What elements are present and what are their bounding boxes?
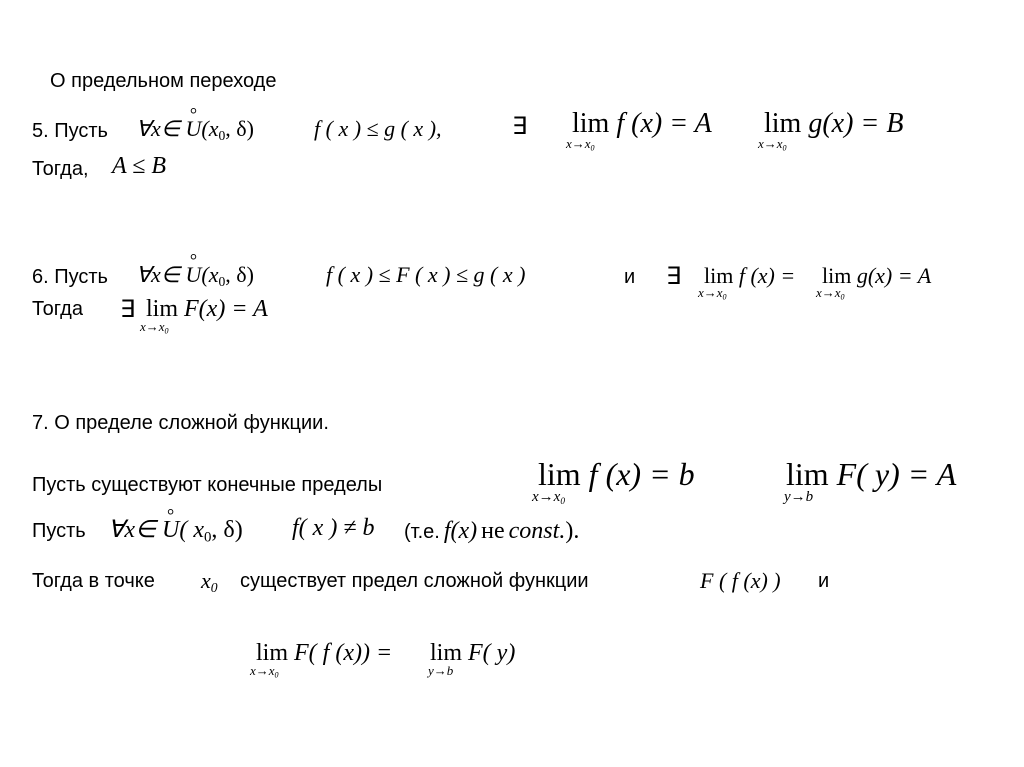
item5-limit-f-under: $x\to x_0$ bbox=[566, 136, 595, 153]
item7-limit-f bbox=[532, 456, 695, 507]
item5-limit-f bbox=[566, 108, 712, 153]
item7-limit-F-under: y→b bbox=[784, 489, 814, 505]
item7-limit-F bbox=[784, 456, 957, 505]
item5-forall: ∀x∈ bbox=[136, 116, 180, 141]
item6-then-label: Тогда bbox=[32, 298, 83, 320]
item7-final-limit-right-under: y→b bbox=[428, 663, 454, 678]
item5-limit-f-expr: f (x) = A bbox=[609, 108, 712, 139]
item5-lead: 5. Пусть bbox=[32, 120, 108, 142]
item7-limit-f-word: lim $x\to x_0$ bbox=[532, 456, 581, 507]
item6-lead: 6. Пусть bbox=[32, 266, 108, 288]
item6-then-limit-under: $x\to x_0$ bbox=[140, 319, 169, 336]
item6-limit-f-expr: f (x) = bbox=[733, 263, 796, 288]
item6-then-limit bbox=[140, 296, 268, 336]
item6-inequality: f ( x ) ≤ F ( x ) ≤ g ( x ) bbox=[326, 262, 526, 287]
item5-limit-g-under: $x\to x_0$ bbox=[758, 136, 787, 153]
item6-limit-f-word: lim $x\to x_0$ bbox=[698, 263, 734, 302]
item7-limit-f-expr: f (x) = b bbox=[580, 456, 695, 492]
item7-final-limit-left-under: $x\to x_0$ bbox=[250, 663, 279, 680]
item6-limit-f-under: $x\to x_0$ bbox=[698, 285, 727, 302]
item6-exists: ∃ bbox=[666, 264, 682, 290]
item6-punctured-U: ° U bbox=[185, 262, 201, 288]
item6-limit-g bbox=[816, 263, 932, 302]
item6-then-exists: ∃ bbox=[120, 297, 136, 323]
item7-finite-text: Пусть существуют конечные пределы bbox=[32, 474, 383, 496]
item5-nbh-sub: 0 bbox=[218, 128, 226, 144]
item7-cond-neq: f( x ) ≠ b bbox=[292, 515, 375, 541]
item5-punctured-U: ° U bbox=[185, 116, 201, 142]
item6-then-limit-expr: F(x) = A bbox=[178, 296, 268, 322]
item7-limit-F-word: lim y→b bbox=[784, 456, 829, 505]
item7-concl-text1: Тогда в точке bbox=[32, 570, 155, 592]
item6-nbh-close: , δ) bbox=[225, 262, 254, 287]
item7-concl-and: и bbox=[818, 570, 830, 592]
item5-nbh-open: (x bbox=[201, 116, 219, 141]
item6-neighborhood bbox=[136, 262, 254, 288]
item6-limit-g-word: lim $x\to x_0$ bbox=[816, 263, 852, 302]
item5-nbh-close: , δ) bbox=[225, 116, 254, 141]
item7-cond-punctured-U: ° U bbox=[162, 517, 179, 544]
item7-final-limit-right-word: lim y→b bbox=[428, 640, 463, 678]
item7-final-limit-right bbox=[428, 640, 516, 678]
item6-nbh-open: (x bbox=[201, 262, 219, 287]
item6-and: и bbox=[624, 266, 636, 288]
item7-cond-note-ne: не bbox=[481, 518, 505, 544]
item7-cond-note-const: const. bbox=[508, 518, 566, 544]
item7-cond-note bbox=[404, 518, 579, 545]
item7-limit-f-under: $x\to x_0$ bbox=[532, 489, 565, 507]
item7-cond-note-close: ). bbox=[565, 518, 580, 544]
item5-then-label: Тогда, bbox=[32, 158, 89, 180]
item6-limit-f bbox=[698, 263, 796, 302]
page-title: О предельном переходе bbox=[50, 70, 277, 92]
item7-limit-F-expr: F( y) = A bbox=[828, 456, 957, 492]
item6-limit-g-expr: g(x) = A bbox=[851, 263, 932, 288]
item6-nbh-sub: 0 bbox=[218, 274, 226, 290]
item7-cond-forall: ∀x∈ bbox=[108, 517, 156, 543]
item7-cond-nbh-sub: 0 bbox=[203, 529, 212, 546]
item5-limit-g bbox=[758, 108, 904, 153]
item6-forall: ∀x∈ bbox=[136, 262, 180, 287]
item5-limit-g-expr: g(x) = B bbox=[801, 108, 904, 139]
item5-neighborhood bbox=[136, 116, 254, 142]
item5-then-expr: A ≤ B bbox=[112, 153, 167, 179]
item6-limit-g-under: $x\to x_0$ bbox=[816, 285, 845, 302]
item7-cond-lead: Пусть bbox=[32, 520, 86, 542]
item6-then-limit-word: lim $x\to x_0$ bbox=[140, 296, 179, 336]
item5-limit-f-word: lim $x\to x_0$ bbox=[566, 108, 610, 153]
item7-final-limit-left-expr: F( f (x)) = bbox=[288, 640, 393, 666]
item7-concl-point: $x_0$ bbox=[201, 568, 218, 596]
item7-cond-nbh-open: ( x bbox=[179, 517, 204, 543]
item7-concl-text2: существует предел сложной функции bbox=[240, 570, 589, 592]
item7-concl-composite: F ( f (x) ) bbox=[700, 568, 781, 593]
item7-cond-neighborhood bbox=[108, 515, 243, 544]
item7-final-limit-left bbox=[250, 640, 393, 680]
item7-cond-note-fx: f(x) bbox=[443, 518, 478, 544]
item7-final-limit-left-word: lim $x\to x_0$ bbox=[250, 640, 289, 680]
item5-inequality: f ( x ) ≤ g ( x ), bbox=[314, 116, 442, 141]
item7-cond-nbh-close: , δ) bbox=[211, 517, 243, 543]
item7-heading: 7. О пределе сложной функции. bbox=[32, 412, 329, 434]
item5-limit-g-word: lim $x\to x_0$ bbox=[758, 108, 802, 153]
item7-cond-note-open: (т.е. bbox=[404, 521, 440, 543]
item7-final-limit-right-expr: F( y) bbox=[462, 640, 516, 666]
item5-exists: ∃ bbox=[512, 114, 528, 140]
